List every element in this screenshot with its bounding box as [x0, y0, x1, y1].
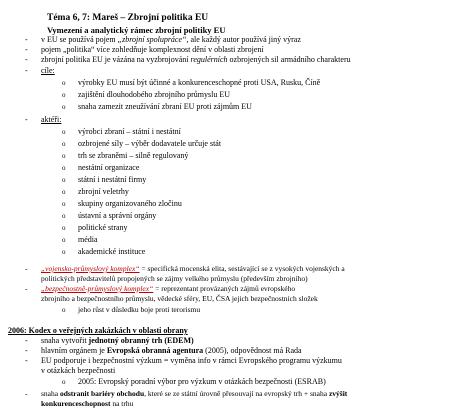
goals-label: - cíle: [25, 66, 55, 75]
actor-item: o nestátní organizace [62, 163, 140, 172]
goal-item: o snaha zamezit zneužívání zbraní EU proti zájmům EU [62, 102, 252, 111]
actor-item: o média [62, 235, 98, 244]
actor-item: o akademické instituce [62, 247, 146, 256]
section-subtitle: Vymezení a analytický rámec zbrojní politiky EU [47, 25, 226, 35]
security-industrial-complex: - „bezpečnostně-průmyslový komplex“ = reprezentant provázaných zájmů evropského [25, 284, 296, 293]
complex-sub-item: o jeho růst v důsledku boje proti terorismu [62, 305, 201, 314]
document-title: Téma 6, 7: Mareš – Zbrojní politika EU [47, 13, 209, 23]
intro-item: - v EU se používá pojem „zbrojní spolupráce“, ale každý autor používá jiný výraz [25, 35, 301, 44]
codex-item-cont: konkurenceschopnost na trhu [41, 399, 134, 408]
codex-item-cont: v otázkách bezpečnosti [41, 366, 116, 375]
actor-item: o státní i nestátní firmy [62, 175, 147, 184]
intro-item: - zbrojní politika EU je vázána na vyzbrojování regulérních ozbrojených sil armádního charakteru [25, 55, 351, 64]
actor-item: o politické strany [62, 223, 128, 232]
codex-item: - snaha odstranit bariéry obchodu, které se ze státní úrovně přesouvají na evropský trh + snaha zvýšit [25, 389, 348, 398]
codex-heading: 2006: Kodex o veřejných zakázkách v oblasti obrany [8, 326, 188, 335]
codex-item: - EU podporuje i bezpečnostní výzkum = vyměna info v rámci Evropského programu výzkumu [25, 356, 342, 365]
actor-item: o trh se zbraněmi – silně regulovaný [62, 151, 189, 160]
security-industrial-complex-cont: zbrojního a bezpečnostního průmyslu, vědecké sféry, EU, ČSA jejich bezpečnostních složek [41, 294, 318, 303]
actor-item: o skupiny organizovaného zločinu [62, 199, 182, 208]
military-industrial-complex: - „vojensko-průmyslový komplex“ = specifická mocenská elita, sestávající se z vysokých vojenských a [25, 264, 345, 273]
military-industrial-complex-cont: politických představitelů propojených se zájmy velkého průmyslu (především zbrojního) [41, 274, 308, 283]
goal-item: o výrobky EU musí být účinné a konkurenceschopné proti USA, Rusku, Číně [62, 78, 321, 87]
actor-item: o ústavní a správní orgány [62, 211, 157, 220]
goal-item: o zajištění dlouhodobého zbrojního průmyslu EU [62, 90, 230, 99]
codex-item: - snaha vytvořit jednotný obranný trh (EDEM) [25, 336, 194, 345]
actor-item: o zbrojní veletrhy [62, 187, 129, 196]
actors-label: - aktéři: [25, 115, 62, 124]
actor-item: o ozbrojené síly – výběr dodavatele určuje stát [62, 139, 222, 148]
codex-item: - hlavním orgánem je Evropská obranná agentura (2005), odpovědnost má Rada [25, 346, 302, 355]
actor-item: o výrobci zbraní – státní i nestátní [62, 127, 181, 136]
codex-sub-item: o 2005: Evropský poradní výbor pro výzkum v otázkách bezpečnosti (ESRAB) [62, 377, 326, 386]
intro-item: - pojem „politika“ více zohledňuje komplexnost dění v oblasti zbrojení [25, 45, 264, 54]
